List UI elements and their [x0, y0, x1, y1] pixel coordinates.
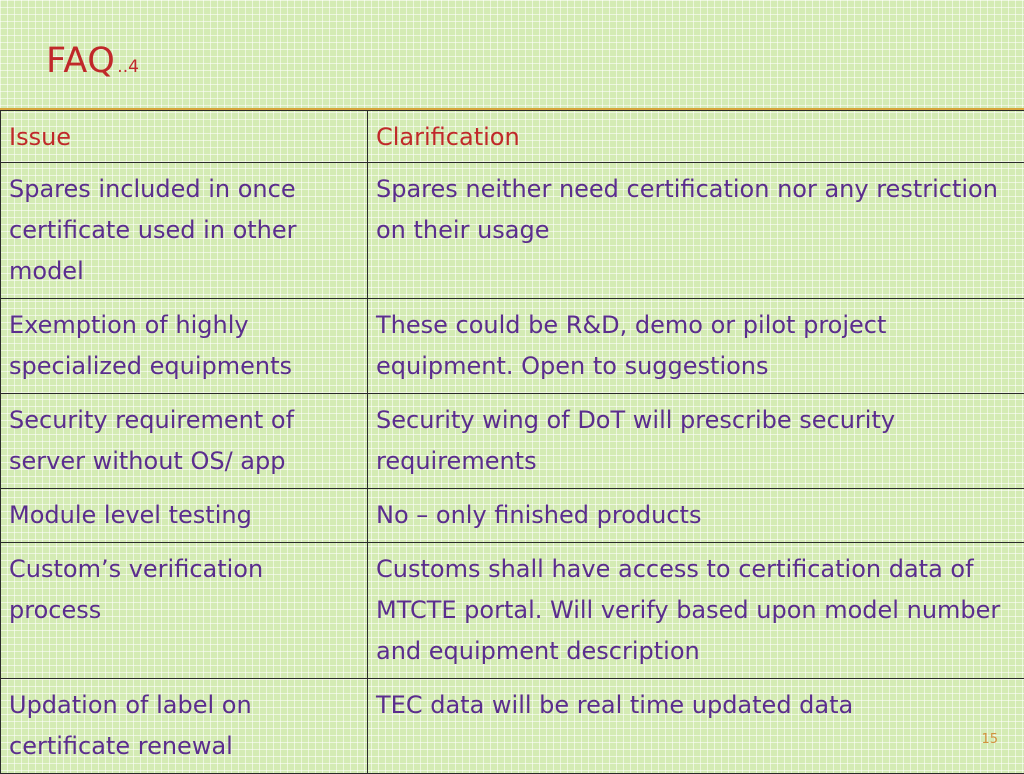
- issue-cell: Security requirement of server without OS/ app: [1, 394, 368, 489]
- slide-title: [46, 44, 139, 79]
- slide-title-suffix: ..4: [117, 57, 139, 77]
- table-row: [1, 679, 1024, 774]
- table-row: [1, 163, 1024, 299]
- issue-cell: Spares included in once certificate used in other model: [1, 163, 368, 299]
- column-header-clarification: Clarification: [368, 111, 1024, 163]
- clarification-cell: TEC data will be real time updated data: [368, 679, 1024, 774]
- slide-title-text: FAQ: [46, 41, 115, 81]
- clarification-cell: Spares neither need certification nor any restriction on their usage: [368, 163, 1024, 299]
- table-row: [1, 394, 1024, 489]
- issue-cell: Updation of label on certificate renewal: [1, 679, 368, 774]
- faq-table-container: [0, 110, 1024, 774]
- clarification-cell: No – only finished products: [368, 489, 1024, 543]
- table-header-row: [1, 111, 1024, 163]
- issue-cell: Module level testing: [1, 489, 368, 543]
- table-row: [1, 543, 1024, 679]
- table-row: [1, 299, 1024, 394]
- clarification-cell: Security wing of DoT will prescribe security requirements: [368, 394, 1024, 489]
- clarification-cell: These could be R&D, demo or pilot project equipment. Open to suggestions: [368, 299, 1024, 394]
- column-header-issue: Issue: [1, 111, 368, 163]
- table-row: [1, 489, 1024, 543]
- issue-cell: Custom’s verification process: [1, 543, 368, 679]
- page-number: 15: [981, 732, 998, 747]
- faq-table: [0, 110, 1024, 774]
- clarification-cell: Customs shall have access to certification data of MTCTE portal. Will verify based upon model number and equipment description: [368, 543, 1024, 679]
- issue-cell: Exemption of highly specialized equipments: [1, 299, 368, 394]
